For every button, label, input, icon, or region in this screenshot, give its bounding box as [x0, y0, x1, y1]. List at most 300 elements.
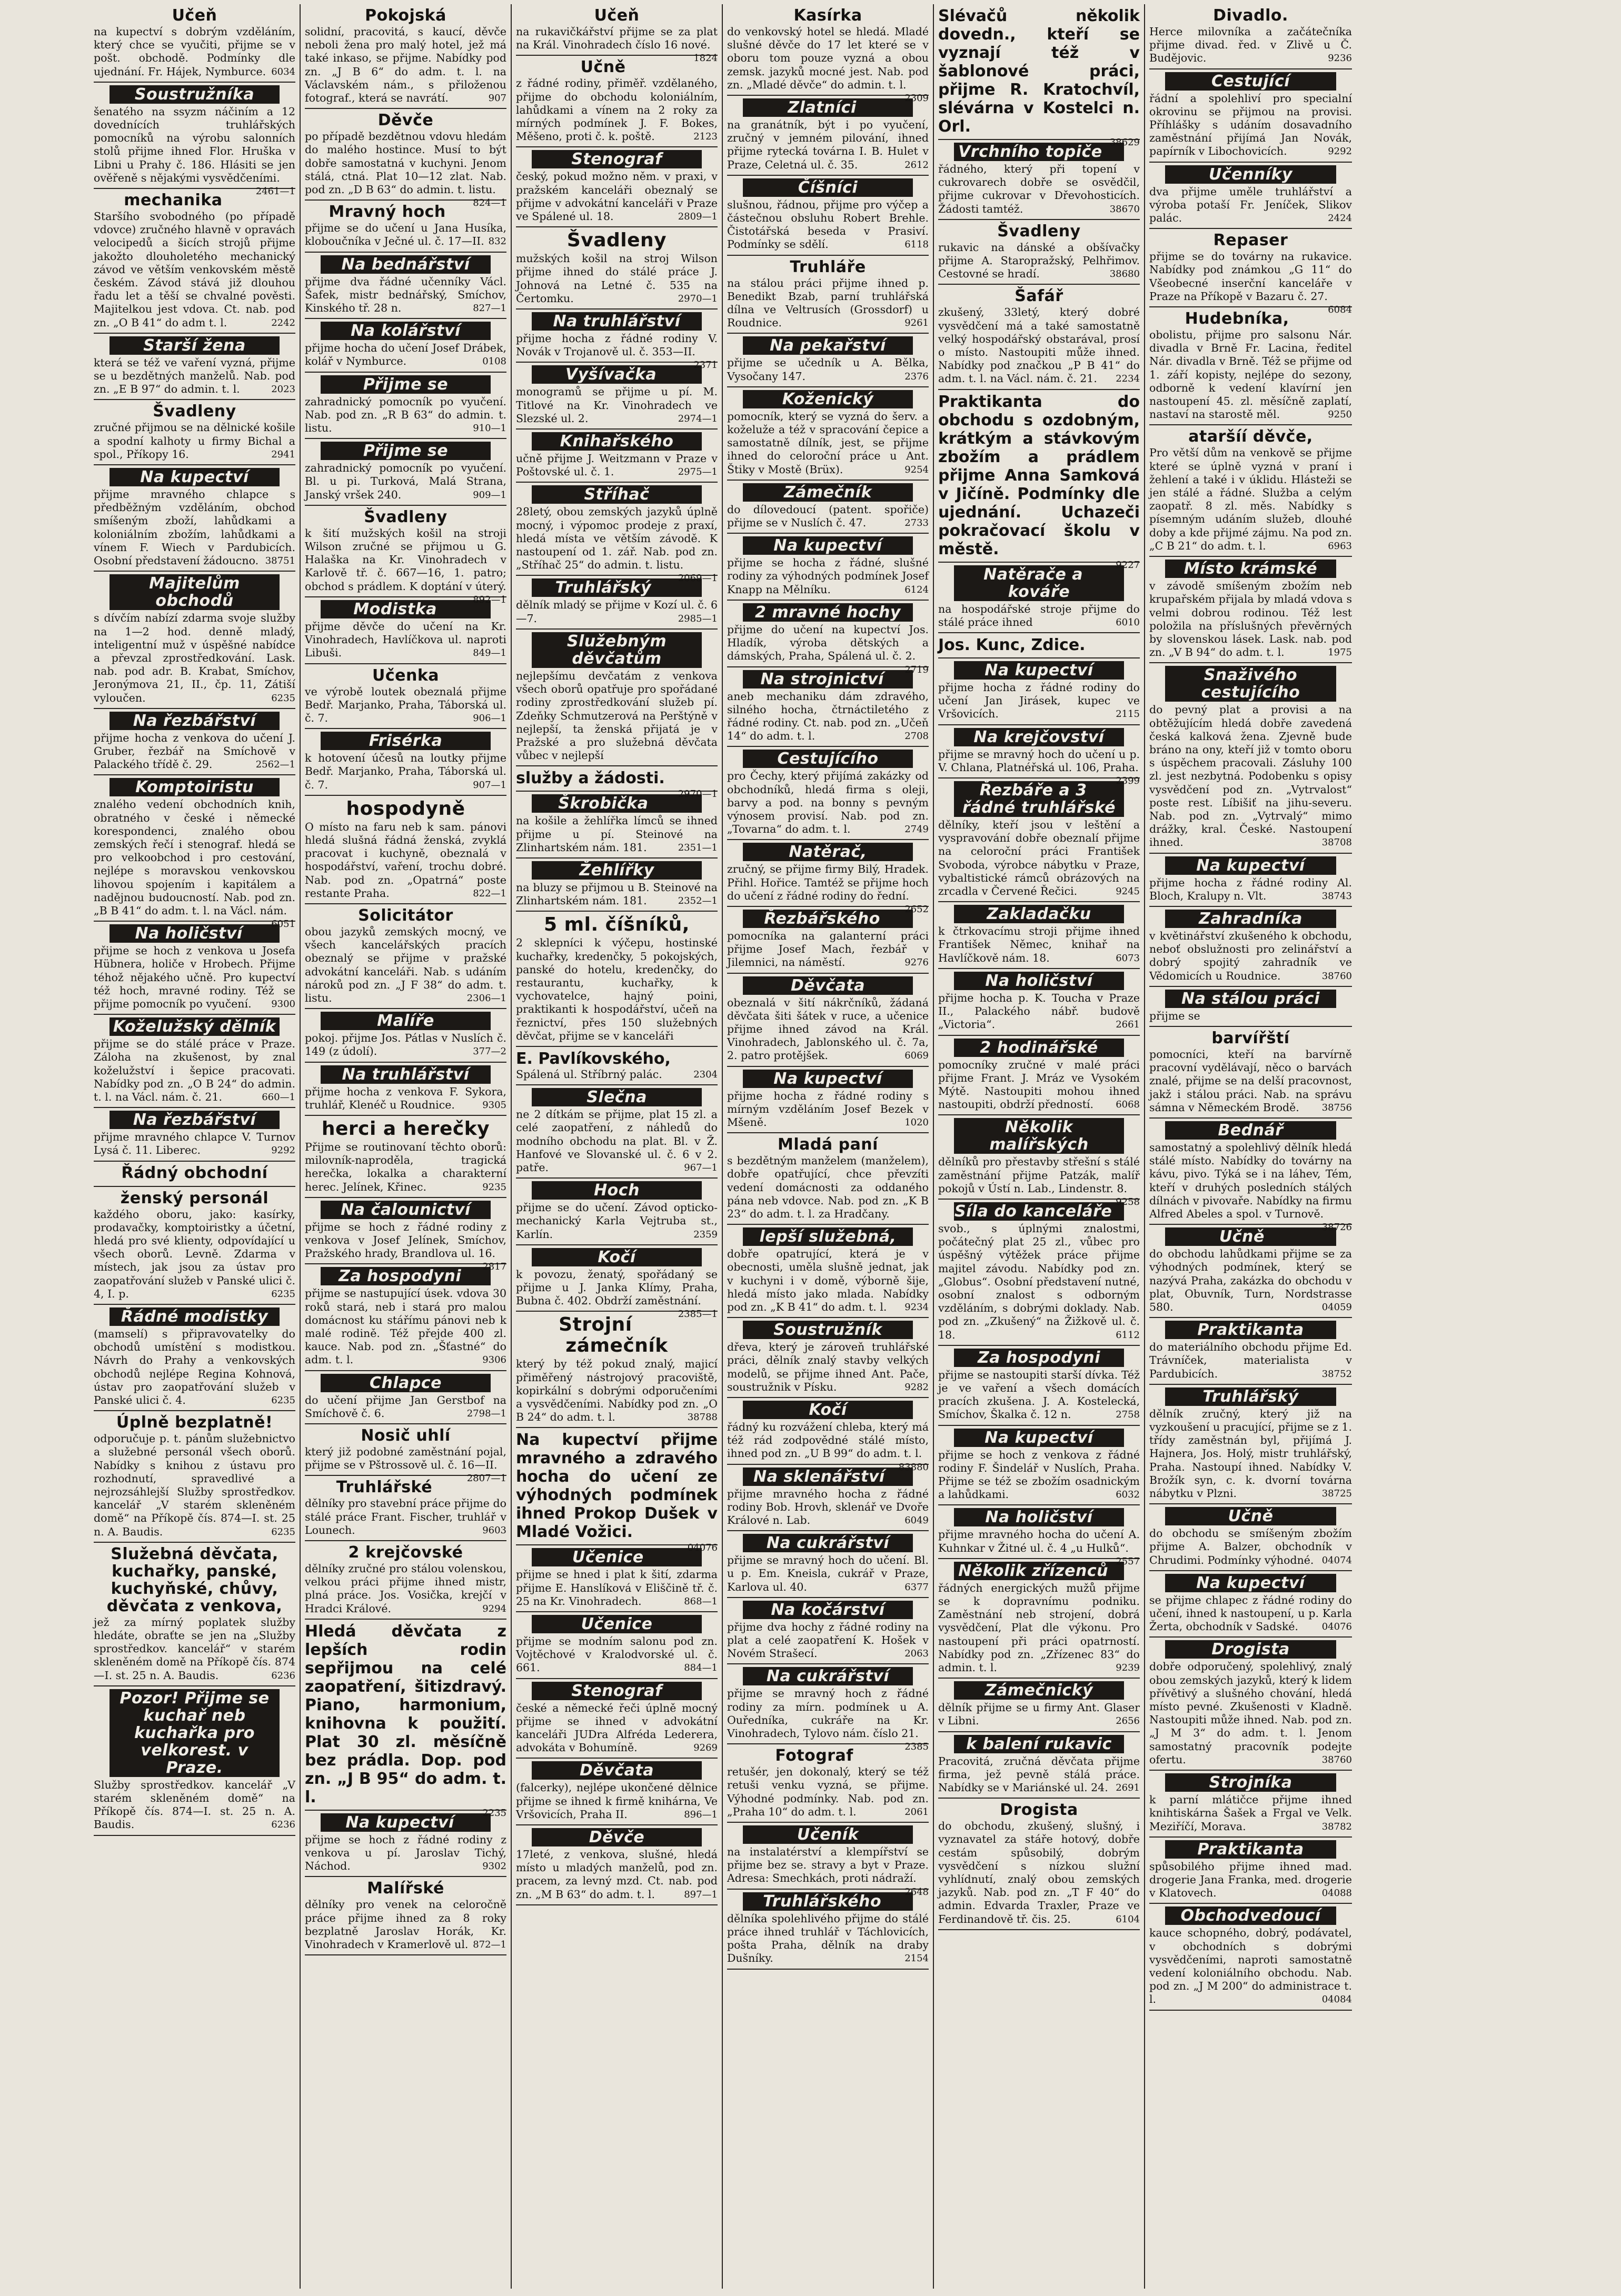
- classified-ad: [938, 563, 1140, 633]
- classified-ad: [727, 4, 929, 104]
- ad-text: [938, 163, 1140, 216]
- ad-body-text: dělník přijme se u firmy Ant. Glaser v Libni.: [938, 1701, 1140, 1728]
- ad-body-text: přijme se hned i plat k šití, zdarma přijme E. Hanslíková v Eliščině tř. č. 25 na Kr. Vinohradech.: [516, 1568, 718, 1608]
- classified-ad: [305, 1264, 506, 1371]
- classified-ad: [938, 902, 1140, 969]
- ad-text: [1149, 1793, 1352, 1833]
- ad-code: 2399: [1116, 775, 1140, 787]
- ad-text: [727, 556, 929, 596]
- ad-code: 9603: [482, 1524, 506, 1536]
- ad-code: 2123: [693, 131, 718, 143]
- classified-ad: [94, 775, 295, 930]
- classified-ad: [938, 390, 1140, 571]
- ad-body-text: spůsobilého přijme ihned mad. drogerie Jana Franka, med. drogerie v Klatovech.: [1149, 1860, 1352, 1900]
- ad-code: 38680: [1109, 268, 1140, 280]
- ad-text: [727, 1554, 929, 1594]
- classified-ad: [305, 1371, 506, 1424]
- classified-ad: [938, 1679, 1140, 1732]
- ad-code: 38725: [1321, 1488, 1352, 1500]
- classified-ad: [938, 1799, 1140, 1930]
- classified-ad: [727, 176, 929, 256]
- ad-heading: Zámečník: [743, 483, 913, 502]
- ad-code: 822—1: [473, 887, 506, 899]
- ad-body-text: k hotovení účesů na loutky přijme Bedř. Marjanko, Praha, Táborská ul. č. 7.: [305, 752, 506, 791]
- ad-heading: Koželužský dělník: [110, 1017, 280, 1036]
- classified-ad: [516, 56, 718, 147]
- ad-text: [1149, 1527, 1352, 1567]
- classified-ad: [516, 1825, 718, 1905]
- ad-heading: 2 mravné hochy: [743, 603, 913, 622]
- ad-body-text: přijme dva řádné učenníky Václ. Šafek, mistr bednářský, Smíchov, Kinského tř. 28 n.: [305, 275, 506, 315]
- ad-heading: Slečna: [532, 1088, 702, 1106]
- ad-body-text: na granátník, být i po vyučení, zručný v jemném pilování, ihned přijme rytecká továrna I. B. Hulet v Praze, Celetná ul. č. 35.: [727, 118, 929, 171]
- ad-body-text: zahradnický pomocník po vyučení. Bl. u pi. Turková, Malá Strana, Janský vršek 240.: [305, 462, 506, 501]
- ad-body-text: po případě bezdětnou vdovu hledám do malého hostince. Musí to být dobře samostatná v kuchyni. Jenom stálá, ctná. Plat 10—12 zlat. Nab. pod zn. „D B 63“ do admin. t. listu.: [305, 130, 506, 196]
- ad-heading: Na kupectví: [321, 1813, 491, 1832]
- ad-code: 6963: [1328, 540, 1352, 552]
- ad-body-text: dobře odporučený, spolehlivý, znalý obou zemských jazyků, který k lidem přívětivý a slušného chování, hledá místo pevné. Zkušenosti v Kladně. Nastoupiti může ihned. Nab. pod zn. „J M 3“ do adm. t. l. Jenom samostatný pracovník podejte ofertu.: [1149, 1660, 1352, 1766]
- classified-ad: [938, 220, 1140, 285]
- classified-ad: [1149, 307, 1352, 425]
- classified-ad: [938, 1200, 1140, 1346]
- ad-text: [727, 1090, 929, 1130]
- ad-code: 2424: [1328, 213, 1352, 224]
- ad-heading: Švadleny: [364, 507, 447, 526]
- ad-heading: Stenograf: [532, 1682, 702, 1700]
- ad-body-text: na stálou práci přijme ihned p. Benedikt Bzab, parní truhlářská dílna ve Veltrusích (Grossdorf) u Roudnice.: [727, 276, 929, 330]
- ad-body-text: přijme děvče do učení na Kr. Vinohradech, Havlíčkova ul. naproti Libuši.: [305, 620, 506, 660]
- classified-ad: [727, 256, 929, 334]
- ad-heading: Šafář: [1015, 287, 1063, 306]
- classified-ad: [516, 1047, 718, 1085]
- ad-body-text: řádného, který při topení v cukrovarech dobře se osvědčil, přijme cukrovar v Dřevohosticích. Žádosti tamtéž.: [938, 163, 1140, 215]
- ad-code: 6104: [1116, 1913, 1140, 1925]
- ad-code: 2351—1: [678, 842, 718, 853]
- classified-ad: [727, 96, 929, 176]
- ad-heading: Divadlo.: [1213, 6, 1288, 25]
- ad-heading: Na kupectví: [954, 661, 1124, 680]
- ad-text: [1149, 92, 1352, 158]
- ad-text: [516, 1068, 718, 1081]
- ad-text: [938, 1701, 1140, 1728]
- classified-ad: [727, 747, 929, 840]
- ad-text: [305, 821, 506, 900]
- ad-body-text: 28letý, obou zemských jazyků úplně mocný, i výpomoc prodeje z praxí, hledá místa ve větším závodě. K nastoupení od 1. zář. Nab. pod zn. „Stříhač 25“ do admin. t. listu.: [516, 505, 718, 572]
- ad-code: 897—1: [684, 1889, 718, 1900]
- ad-code: 9292: [271, 1145, 295, 1156]
- ad-body-text: do materiálního obchodu přijme Ed. Trávníček, materialista v Pardubicích.: [1149, 1341, 1352, 1380]
- ad-heading: Děvče: [532, 1828, 702, 1846]
- ad-heading: Truhlářský: [532, 578, 702, 597]
- ad-body-text: přijme se hoch z venkova u Josefa Hübnera, holiče v Hrobech. Přijme téhož nějakého učně. Pro kupectví též hoch, mravné rodiny. Též se přijme pomocník po vyučení.: [94, 944, 295, 1010]
- ad-text: [305, 25, 506, 105]
- ad-text: [938, 1449, 1140, 1502]
- ad-text: [516, 25, 718, 64]
- ad-code: 6069: [904, 1050, 929, 1062]
- ad-heading: Na bednářství: [321, 255, 491, 274]
- ad-body-text: v závodě smíšeným zbožím neb krupařském přijala by mladá vdova s velmi dobrou rodinou. Též lest položila na příslušných převěrných by slovenskou lásek. Lask. nab. pod zn. „V B 94“ do adm. t. l.: [1149, 580, 1352, 659]
- ad-code: 2758: [1116, 1409, 1140, 1421]
- ad-code: 38760: [1321, 1754, 1352, 1765]
- ad-heading: Na sklenářství: [743, 1468, 913, 1486]
- ad-code: 9254: [904, 464, 929, 475]
- ad-text: [516, 1635, 718, 1675]
- ad-code: 910—1: [473, 423, 506, 434]
- ad-text: [1149, 1926, 1352, 2006]
- ad-text: [305, 752, 506, 792]
- ad-heading: Solicitátor: [358, 906, 453, 925]
- ad-heading: Na krejčovství: [954, 728, 1124, 746]
- ad-text: [305, 1220, 506, 1273]
- ad-text: [516, 1357, 718, 1424]
- ad-code: 2648: [904, 1886, 929, 1898]
- ad-heading: Truhlářské: [336, 1478, 433, 1497]
- ad-heading: Kasírka: [793, 6, 862, 25]
- classified-ad: [94, 1543, 295, 1686]
- ad-heading: Modistka: [321, 600, 491, 618]
- classified-ad: [516, 483, 718, 584]
- ad-body-text: k šití mužských košil na stroji Wilson zručné se přijmou u G. Halaška na Kr. Vinohradech v Karlově tř. č. 667—16, 1. patro; obchod s prádlem. K doptání v úterý.: [305, 526, 506, 593]
- ad-body-text: přijme do učení na kupectví Jos. Hladík, výroba dětských a dámských, Praha, Spálená ul. č. 2.: [727, 623, 929, 663]
- classified-ad: [516, 766, 718, 800]
- ad-text: [1149, 1660, 1352, 1766]
- ad-text: [1149, 1860, 1352, 1900]
- ad-text: [516, 1848, 718, 1901]
- ad-heading: Učně: [1165, 1227, 1336, 1246]
- ad-code: 9276: [904, 957, 929, 969]
- classified-ad: [516, 858, 718, 912]
- ad-text: [305, 130, 506, 209]
- ad-code: 6051: [271, 919, 295, 930]
- ad-code: 6235: [271, 1526, 295, 1538]
- classified-ad: [305, 1116, 506, 1198]
- ad-body-text: do učení přijme Jan Gerstbof na Smíchově č. 6.: [305, 1393, 506, 1420]
- classified-ad: [727, 1465, 929, 1532]
- ad-heading: Učenka: [372, 666, 440, 685]
- ad-heading: Mravný hoch: [329, 203, 446, 222]
- ad-text: [727, 198, 929, 252]
- ad-heading: 2 krejčovské: [348, 1543, 463, 1562]
- classified-ad: [727, 1598, 929, 1665]
- classified-ad: [938, 1559, 1140, 1679]
- ad-body-text: přijme hocha p. K. Toucha v Praze II., Palackého nábř. budově „Victoria“.: [938, 991, 1140, 1031]
- classified-ad: [727, 1133, 929, 1225]
- classified-ad: [94, 4, 295, 83]
- ad-heading: Na kupectví: [1165, 856, 1336, 875]
- ad-body-text: znalého vedení obchodních knih, obratného v české i německé korespondenci, znalého obou zemských řečí i stenograf. hledá se pro velkoobchod i pro cestování, nejlépe s moravskou venkovskou lihovou spojením i kapitálem a nadějnou budoucností. Nab. pod zn. „B B 41“ do adm. t. l. na Václ. nám.: [94, 798, 295, 917]
- ad-body-text: na košile a žehlířka límců se ihned přijme u pí. Steinové na Zlinhartském nám. 181.: [516, 814, 718, 854]
- classified-ad: [938, 1346, 1140, 1426]
- ad-heading: Drogista: [1165, 1640, 1336, 1659]
- ad-code: 04074: [1321, 1554, 1352, 1566]
- ad-text: [727, 623, 929, 675]
- ad-body-text: na hospodářské stroje přijme do stálé práce ihned: [938, 602, 1140, 628]
- classified-ad: [1149, 1904, 1352, 2010]
- classified-ad: [516, 1085, 718, 1179]
- ad-text: [94, 798, 295, 930]
- ad-text: [938, 603, 1140, 629]
- ad-code: 1020: [904, 1116, 929, 1128]
- ad-heading: Na cukrářství: [743, 1667, 913, 1685]
- classified-ad: [516, 1179, 718, 1245]
- ad-text: [938, 1820, 1140, 1926]
- ad-body-text: rukavic na dánské a obšívačky přijme A. Staropražský, Pelhřimov. Cestovné se hradí.: [938, 241, 1140, 281]
- ad-code: 907: [488, 93, 506, 104]
- classified-ad: [94, 709, 295, 776]
- classified-ad: [516, 1679, 718, 1759]
- ad-body-text: solidní, pracovitá, s kaucí, děvče neboli žena pro malý hotel, jež má také inkaso, se přijme. Nabídky pod zn. „J B 6“ do adm. t. l. na Václavském nám., s přiloženou fotograf., která se navrátí.: [305, 25, 506, 105]
- ad-body-text: pokoj. přijme Jos. Pátlas v Nuslích č. 149 (z údolí).: [305, 1032, 506, 1058]
- ad-body-text: s dívčím nabízí zdarma svoje služby na 1—2 hod. denně mladý, inteligentní muž v úspěšné nabídce a převzal zprostředkování. Lask. nab. pod adr. B. Krabat, Smíchov, Jeronýmova 21, II., čp. 11, Zátiší vyloučen.: [94, 612, 295, 704]
- classified-column-3: [512, 4, 723, 2289]
- ad-heading: Bednář: [1165, 1121, 1336, 1140]
- ad-heading: Truhlářský: [1165, 1387, 1336, 1406]
- ad-body-text: do dílovedoucí (patent. spořiče) přijme se v Nuslích č. 47.: [727, 503, 929, 530]
- ad-code: 9261: [904, 317, 929, 329]
- ad-code: 9239: [1116, 1662, 1140, 1673]
- ad-heading: Na kupectví: [954, 1429, 1124, 1447]
- ad-code: 868—1: [684, 1595, 718, 1607]
- ad-code: 04059: [1321, 1302, 1352, 1313]
- ad-code: 6124: [904, 584, 929, 595]
- ad-code: 2461—1: [255, 186, 295, 197]
- ad-body-text: dělníka spolehlivého přijme do stálé práce ihned truhlář v Táchlovicích, pošta Praha, dělník na draby Dušníky.: [727, 1912, 929, 1965]
- ad-code: 2749: [904, 824, 929, 835]
- classified-ad: [516, 630, 718, 766]
- ad-text: [938, 992, 1140, 1032]
- ad-code: 2115: [1116, 708, 1140, 720]
- ad-text: [727, 1687, 929, 1753]
- ad-code: 38629: [1109, 137, 1140, 148]
- ad-text: [1149, 1010, 1352, 1023]
- classified-ad: [727, 1531, 929, 1598]
- ad-heading: Na kupectví: [743, 536, 913, 555]
- ad-code: 6236: [271, 1670, 295, 1681]
- ad-heading: Mladá paní: [778, 1135, 878, 1154]
- ad-text: [938, 818, 1140, 898]
- ad-code: 0108: [482, 356, 506, 367]
- ad-text: [727, 1488, 929, 1528]
- ad-heading: Řezbářského: [743, 910, 913, 928]
- classified-ad: [727, 907, 929, 974]
- ad-code: 2234: [1116, 373, 1140, 385]
- ad-heading: Učenice: [532, 1548, 702, 1566]
- ad-code: 1975: [1328, 647, 1352, 658]
- ad-text: [516, 881, 718, 907]
- ad-heading: Soustružník: [743, 1321, 913, 1339]
- ad-body-text: přijme se do stálé práce v Praze. Záloha na zkušenost, by znal koželužství i šepice pracovati. Nabídky pod zn. „O B 24“ do admin. t. l. na Václ. nám. č. 21.: [94, 1037, 295, 1103]
- ad-heading: Úplně bezplatně!: [116, 1413, 273, 1432]
- classified-ad: [94, 1411, 295, 1543]
- classified-ad: [938, 1036, 1140, 1116]
- ad-body-text: kauce schopného, dobrý, podávatel, v obchodních s dobrými vysvědčeními, naproti samostatně vedení koloniálního obchodu. Nab. pod zn. „J M 200“ do administrace t. l.: [1149, 1926, 1352, 2006]
- ad-heading: 2 hodinářské: [954, 1039, 1124, 1057]
- ad-body-text: český, pokud možno něm. v praxi, v pražském kanceláři obeznalý se přijme v advokátní kanceláři v Praze ve Spálené ul. 18.: [516, 170, 718, 223]
- ad-code: 827—1: [473, 303, 506, 314]
- ad-body-text: obou jazyků zemských mocný, ve všech kancelářských pracích obeznalý se přijme v pražské advokátní kanceláři. Nab. s udáním nároků pod zn. „J F 38“ do adm. t. listu.: [305, 925, 506, 1004]
- classified-ad: [305, 4, 506, 109]
- ad-heading: Žehlířky: [532, 861, 702, 880]
- ad-code: 9269: [693, 1742, 718, 1754]
- ad-heading: herci a herečky: [321, 1117, 490, 1140]
- ad-heading: Chlapce: [321, 1374, 491, 1392]
- ad-body-text: přijme se hoch z řádné rodiny z venkova v Josef Jelínek, Smíchov, Pražského hrady, Brandlova ul. 16.: [305, 1220, 506, 1260]
- ad-text: [1149, 25, 1352, 65]
- classified-ad: [305, 1877, 506, 1955]
- ad-text: [516, 505, 718, 584]
- ad-heading: Švadleny: [566, 229, 667, 252]
- ad-text: [727, 690, 929, 743]
- ad-body-text: řádný ku rozvážení chleba, který má též rád zodpovědné stálé místo, ihned pod zn. „U B 99“ do adm. t. l.: [727, 1421, 929, 1460]
- ad-heading: Knihařského: [532, 432, 702, 451]
- ad-body-text: dva přijme uměle truhlářství a výroba potaší Fr. Jeníček, Slikov palác.: [1149, 185, 1352, 225]
- ad-body-text: mužských košil na stroj Wilson přijme ihned do stálé práce J. Johnová na Letné č. 535 na Čertomku.: [516, 252, 718, 305]
- ad-body-text: pomocníky zručné v malé práci přijme Frant. J. Mráz ve Vysokém Mýtě. Nastoupiti mohou ihned nastoupiti, obdrží předností.: [938, 1058, 1140, 1111]
- ad-heading: Na pekařství: [743, 336, 913, 355]
- ad-text: [1149, 1247, 1352, 1314]
- ad-text: [727, 1421, 929, 1473]
- ad-code: 6034: [271, 66, 295, 77]
- classified-ad: [1149, 1771, 1352, 1838]
- classified-ad: [1149, 69, 1352, 163]
- classified-ad: [305, 1198, 506, 1273]
- ad-code: 04088: [1321, 1888, 1352, 1899]
- ad-code: 2970—1: [678, 293, 718, 304]
- ad-text: [938, 1528, 1140, 1567]
- classified-ad: [727, 840, 929, 915]
- classified-ad: [516, 227, 718, 310]
- ad-body-text: dělníky pro venek na celoročně práce přijme ihned za 8 roky bezplatně Jaroslav Horák, Kr. Vinohradech v Kramerlově ul.: [305, 1898, 506, 1951]
- ad-heading: 5 ml. číšníků,: [544, 914, 690, 936]
- ad-code: 2304: [693, 1069, 718, 1080]
- ad-text: [938, 1369, 1140, 1422]
- ad-heading: Pozor! Přijme se kuchař neb kuchařka pro velkorest. v Praze.: [110, 1689, 280, 1777]
- ad-code: 2661: [1116, 1019, 1140, 1031]
- ad-text: [1149, 446, 1352, 553]
- ad-text: [305, 1562, 506, 1615]
- ad-heading: Přijme se: [321, 375, 491, 394]
- ad-code: 9250: [1328, 409, 1352, 421]
- ad-text: [727, 410, 929, 476]
- ad-code: 660—1: [262, 1091, 295, 1103]
- ad-heading: Zámečnický: [954, 1681, 1124, 1700]
- classified-ad: [305, 1009, 506, 1062]
- ad-body-text: dělníků pro přestavby střešní s stálé zaměstnání přijme Patzák, malíř pokojů v Ústí n. Lab., Lindenstr. 8.: [938, 1155, 1140, 1195]
- ad-heading: ženský personál: [120, 1189, 269, 1207]
- classified-column-4: [723, 4, 934, 2289]
- ad-body-text: monogramů se přijme u pí. M. Titlové na Kr. Vinohradech ve Slezské ul. 2.: [516, 385, 718, 425]
- ad-text: [727, 1765, 929, 1819]
- ad-code: 6073: [1116, 952, 1140, 964]
- ad-text: [727, 277, 929, 330]
- classified-ad: [516, 912, 718, 1047]
- ad-text: [305, 1497, 506, 1537]
- ad-heading: Služebná děvčata, kuchařky, panské, kuchyňské, chůvy, děvčata z venkova,: [106, 1544, 283, 1615]
- ad-text: [516, 1781, 718, 1821]
- classified-ad: [938, 1426, 1140, 1506]
- classified-ad: [94, 922, 295, 1015]
- ad-heading: Strojníka: [1165, 1773, 1336, 1792]
- ad-text: [938, 925, 1140, 965]
- ad-body-text: (mamselí) s připravovatelky do obchodů umístění s modistkou. Návrh do Prahy a venkovských obchodů nejlépe Regina Kohnová, ústav pro zaopatřování služeb v Panské ulici č. 4.: [94, 1327, 295, 1407]
- ad-text: [305, 1141, 506, 1194]
- classified-ad: [938, 778, 1140, 902]
- ad-heading: Děvčata: [743, 976, 913, 995]
- ad-code: 38788: [687, 1412, 718, 1423]
- classified-ad: [305, 729, 506, 796]
- classified-ad: [94, 334, 295, 401]
- ad-heading: Učenníky: [1165, 165, 1336, 184]
- ad-code: 2154: [904, 1953, 929, 1964]
- ad-heading: ataršíí děvče,: [1188, 427, 1313, 446]
- ad-text: [305, 222, 506, 248]
- ad-body-text: Staršího svobodného (po případě vdovce) zručného hlavně v opravách velocipedů a šicích strojů přijme jakožto dlouholetého mechanický závod ve větším venkovském městě českém. Závod stává již dlouhou řadu let a těší se chvalné pověsti. Majitelkou jest vdova. Ct. nab. pod zn. „O B 41“ do adm t. l.: [94, 210, 295, 329]
- classified-ad: [727, 601, 929, 675]
- ad-code: 38756: [1321, 1102, 1352, 1113]
- ad-code: 1824: [693, 53, 718, 64]
- ad-code: 967—1: [684, 1162, 718, 1173]
- classified-ad: [1149, 229, 1352, 316]
- ad-heading: Fotograf: [775, 1746, 853, 1765]
- ad-body-text: přijme hocha z řádné rodiny Al. Bloch, Kralupy n. Vlt.: [1149, 876, 1352, 902]
- classified-ad: [516, 430, 718, 483]
- ad-code: 9282: [904, 1381, 929, 1393]
- classified-ad: [1149, 1119, 1352, 1233]
- ad-code: 2941: [271, 448, 295, 460]
- ad-text: [938, 1155, 1140, 1207]
- ad-heading: Na cukrářství: [743, 1534, 913, 1552]
- ad-heading: Na kupectví: [743, 1070, 913, 1088]
- ad-body-text: pro Čechy, který přijímá zakázky od obchodníků, hledá firma s oleji, barvy a pod. na bonny s pevným výnosem provisí. Nab. pod zn. „Tovarna“ do adm. t. l.: [727, 770, 929, 836]
- classified-ad: [727, 974, 929, 1067]
- ad-heading: Zakladačku: [954, 905, 1124, 923]
- ad-body-text: samostatný a spolehlivý dělník hledá stálé místo. Nabídky do továrny na kávu, pivo. Týká se i na láhev, Tém, kteří v druhých posledních stálých dílnách v pivovaře. Nabídky na firmu Alfred Abeles a spol. v Turnově.: [1149, 1141, 1352, 1220]
- ad-text: [516, 1568, 718, 1608]
- ad-heading: Na truhlářství: [532, 312, 702, 331]
- classified-ad: [727, 1664, 929, 1753]
- ad-heading: hospodyně: [346, 797, 465, 820]
- ad-code: 9227: [1116, 559, 1140, 571]
- ad-text: [94, 1327, 295, 1407]
- ad-heading: Švadleny: [153, 402, 236, 421]
- ad-body-text: retušér, jen dokonalý, který se též retuši venku vyzná, se přijme. Výhodné podmínky. Nab. pod zn. „Praha 10“ do adm. t. l.: [727, 1765, 929, 1818]
- ad-code: 2061: [904, 1806, 929, 1818]
- classified-ad: [938, 1732, 1140, 1799]
- ad-body-text: aneb mechaniku dám zdravého, silného hocha, čtrnáctiletého z řádné rodiny. Ct. nab. pod zn. „Učeň 14“ do adm. t. l.: [727, 690, 929, 743]
- ad-heading: Truhláře: [790, 257, 866, 276]
- ad-text: [1149, 1407, 1352, 1500]
- ad-heading: Strojní zámečník: [559, 1314, 668, 1357]
- ad-text: [938, 241, 1140, 281]
- classified-column-2: [301, 4, 512, 2289]
- ad-text: [1149, 250, 1352, 316]
- ad-code: 6235: [271, 692, 295, 704]
- ad-text: [727, 25, 929, 104]
- ad-heading: Vrchního topiče: [954, 143, 1124, 161]
- ad-body-text: zahradnický pomocník po vyučení. Nab. pod zn. „R B 63“ do admin. t. listu.: [305, 395, 506, 435]
- ad-code: 38743: [1321, 890, 1352, 902]
- ad-heading: Řádný obchodní: [121, 1163, 268, 1182]
- ad-body-text: Herce milovníka a začátečníka přijme divad. řed. v Zlivě u Č. Budějovic.: [1149, 25, 1352, 65]
- ad-body-text: do obchodu se smíšeným zbožím přijme A. Balzer, obchodník v Chrudimi. Podmínky výhodné.: [1149, 1527, 1352, 1566]
- ad-heading: Na řezbářství: [110, 1111, 280, 1129]
- ad-code: 6112: [1116, 1329, 1140, 1341]
- classified-ad: [1149, 854, 1352, 907]
- ad-heading: Natěrač,: [743, 843, 913, 861]
- classified-ad: [1149, 1225, 1352, 1318]
- ad-code: 2309: [904, 93, 929, 104]
- ad-body-text: přijme se mravný hoch do učení u p. V. Chlana, Platnéřská ul. 106, Praha.: [938, 747, 1140, 774]
